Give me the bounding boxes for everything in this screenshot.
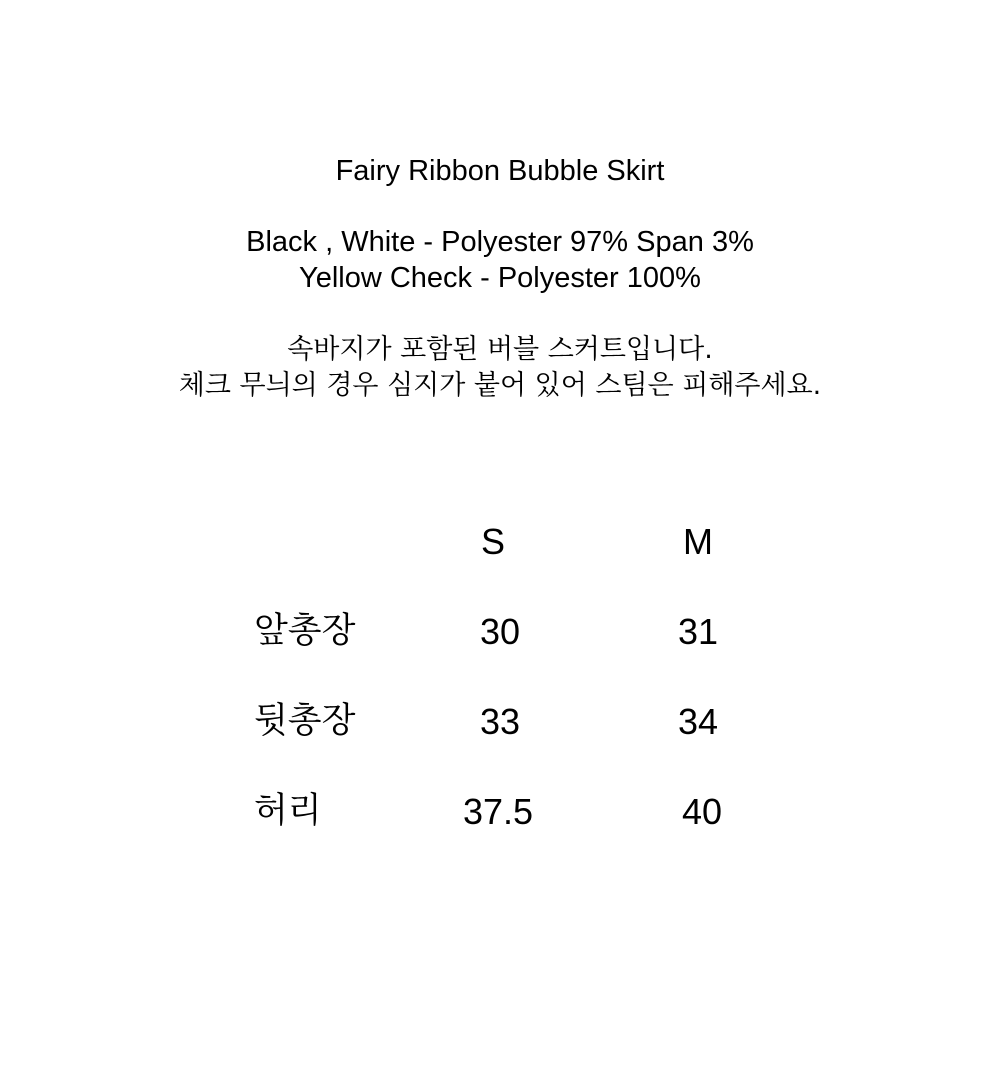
column-header-s: S: [480, 521, 505, 562]
column-header-m: M: [683, 521, 713, 562]
product-title: Fairy Ribbon Bubble Skirt: [335, 155, 665, 187]
table-cell: 30: [479, 611, 521, 652]
table-cell: 34: [677, 701, 719, 742]
row-label-waist: 허리: [254, 791, 322, 831]
table-cell: 40: [681, 791, 723, 832]
row-label-back-length: 뒷총장: [254, 701, 356, 741]
row-label-front-length: 앞총장: [254, 611, 356, 651]
table-cell: 33: [479, 701, 521, 742]
composition-line-1: Black , White - Polyester 97% Span 3%: [246, 226, 754, 258]
table-cell: 37.5: [462, 791, 534, 832]
table-cell: 31: [677, 611, 719, 652]
note-line-2: 체크 무늬의 경우 심지가 붙어 있어 스팀은 피해주세요.: [178, 370, 822, 401]
note-line-1: 속바지가 포함된 버블 스커트입니다.: [287, 334, 713, 365]
composition-line-2: Yellow Check - Polyester 100%: [299, 262, 701, 294]
